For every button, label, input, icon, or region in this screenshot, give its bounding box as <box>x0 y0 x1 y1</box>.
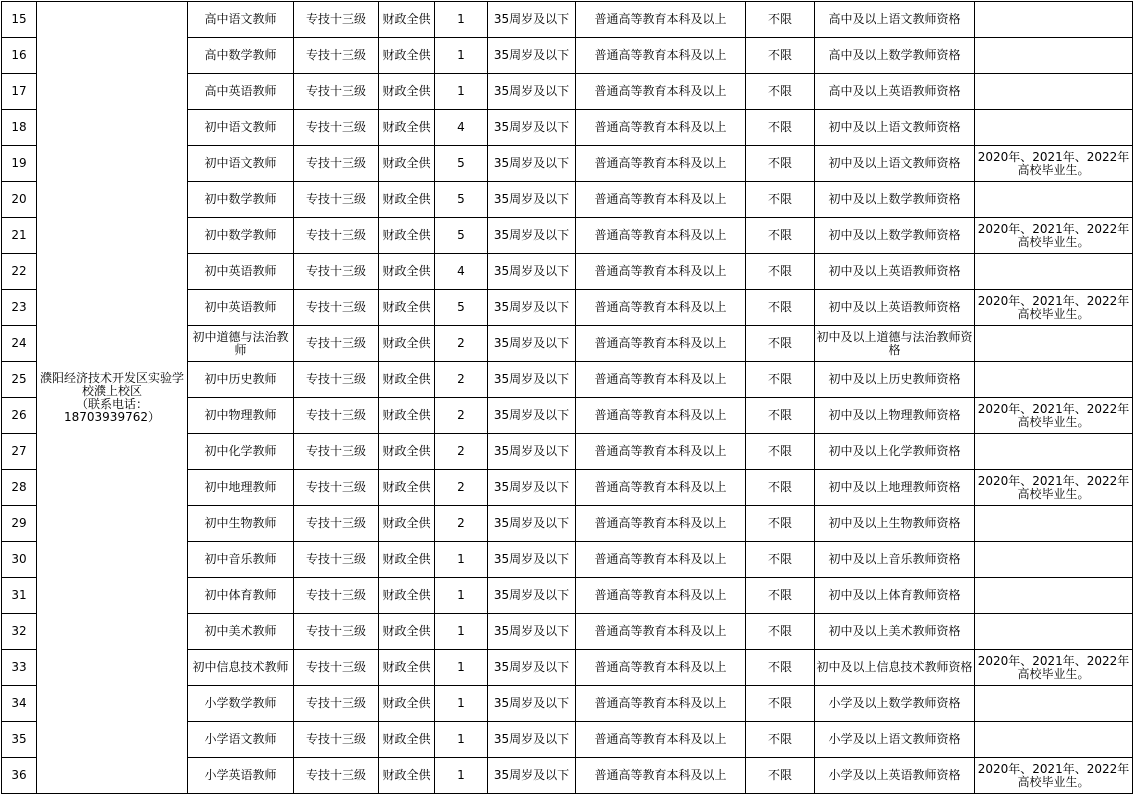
note <box>975 74 1133 110</box>
education-requirement: 普通高等教育本科及以上 <box>576 434 746 470</box>
recruit-count: 1 <box>435 74 488 110</box>
certificate-requirement: 初中及以上道德与法治教师资格 <box>815 326 975 362</box>
recruit-count: 1 <box>435 722 488 758</box>
row-number: 17 <box>2 74 37 110</box>
major-requirement: 不限 <box>746 686 815 722</box>
position-name: 初中音乐教师 <box>188 542 294 578</box>
note: 2020年、2021年、2022年高校毕业生。 <box>975 758 1133 794</box>
certificate-requirement: 初中及以上生物教师资格 <box>815 506 975 542</box>
major-requirement: 不限 <box>746 38 815 74</box>
note <box>975 254 1133 290</box>
funding-type: 财政全供 <box>379 434 435 470</box>
recruit-count: 5 <box>435 290 488 326</box>
certificate-requirement: 小学及以上语文教师资格 <box>815 722 975 758</box>
certificate-requirement: 高中及以上英语教师资格 <box>815 74 975 110</box>
post-grade: 专技十三级 <box>294 110 379 146</box>
post-grade: 专技十三级 <box>294 218 379 254</box>
funding-type: 财政全供 <box>379 758 435 794</box>
certificate-requirement: 高中及以上数学教师资格 <box>815 38 975 74</box>
position-name: 初中道德与法治教师 <box>188 326 294 362</box>
recruit-count: 1 <box>435 686 488 722</box>
age-requirement: 35周岁及以下 <box>488 578 576 614</box>
recruit-count: 2 <box>435 470 488 506</box>
row-number: 30 <box>2 542 37 578</box>
note <box>975 38 1133 74</box>
row-number: 34 <box>2 686 37 722</box>
age-requirement: 35周岁及以下 <box>488 146 576 182</box>
funding-type: 财政全供 <box>379 110 435 146</box>
row-number: 26 <box>2 398 37 434</box>
hiring-unit-phone: 18703939762） <box>64 409 160 424</box>
recruit-count: 4 <box>435 254 488 290</box>
post-grade: 专技十三级 <box>294 290 379 326</box>
row-number: 29 <box>2 506 37 542</box>
funding-type: 财政全供 <box>379 614 435 650</box>
major-requirement: 不限 <box>746 398 815 434</box>
funding-type: 财政全供 <box>379 578 435 614</box>
recruit-count: 1 <box>435 650 488 686</box>
post-grade: 专技十三级 <box>294 398 379 434</box>
major-requirement: 不限 <box>746 650 815 686</box>
position-name: 高中数学教师 <box>188 38 294 74</box>
major-requirement: 不限 <box>746 506 815 542</box>
age-requirement: 35周岁及以下 <box>488 110 576 146</box>
certificate-requirement: 初中及以上历史教师资格 <box>815 362 975 398</box>
table-body <box>2 2 1133 794</box>
age-requirement: 35周岁及以下 <box>488 650 576 686</box>
certificate-requirement: 初中及以上英语教师资格 <box>815 254 975 290</box>
major-requirement: 不限 <box>746 182 815 218</box>
education-requirement: 普通高等教育本科及以上 <box>576 2 746 38</box>
certificate-requirement: 小学及以上英语教师资格 <box>815 758 975 794</box>
recruit-count: 2 <box>435 362 488 398</box>
recruit-count: 1 <box>435 614 488 650</box>
note <box>975 326 1133 362</box>
row-number: 27 <box>2 434 37 470</box>
position-name: 初中英语教师 <box>188 290 294 326</box>
recruit-count: 1 <box>435 38 488 74</box>
age-requirement: 35周岁及以下 <box>488 686 576 722</box>
table-row <box>2 2 1133 38</box>
position-name: 小学英语教师 <box>188 758 294 794</box>
funding-type: 财政全供 <box>379 362 435 398</box>
funding-type: 财政全供 <box>379 2 435 38</box>
age-requirement: 35周岁及以下 <box>488 74 576 110</box>
education-requirement: 普通高等教育本科及以上 <box>576 218 746 254</box>
recruitment-table <box>1 1 1133 794</box>
funding-type: 财政全供 <box>379 686 435 722</box>
recruit-count: 1 <box>435 542 488 578</box>
row-number: 35 <box>2 722 37 758</box>
certificate-requirement: 初中及以上物理教师资格 <box>815 398 975 434</box>
certificate-requirement: 初中及以上体育教师资格 <box>815 578 975 614</box>
row-number: 28 <box>2 470 37 506</box>
funding-type: 财政全供 <box>379 326 435 362</box>
education-requirement: 普通高等教育本科及以上 <box>576 578 746 614</box>
post-grade: 专技十三级 <box>294 686 379 722</box>
post-grade: 专技十三级 <box>294 722 379 758</box>
certificate-requirement: 初中及以上数学教师资格 <box>815 182 975 218</box>
post-grade: 专技十三级 <box>294 326 379 362</box>
education-requirement: 普通高等教育本科及以上 <box>576 650 746 686</box>
recruit-count: 2 <box>435 326 488 362</box>
major-requirement: 不限 <box>746 254 815 290</box>
row-number: 25 <box>2 362 37 398</box>
age-requirement: 35周岁及以下 <box>488 362 576 398</box>
position-name: 小学数学教师 <box>188 686 294 722</box>
education-requirement: 普通高等教育本科及以上 <box>576 254 746 290</box>
position-name: 初中地理教师 <box>188 470 294 506</box>
note: 2020年、2021年、2022年高校毕业生。 <box>975 470 1133 506</box>
education-requirement: 普通高等教育本科及以上 <box>576 182 746 218</box>
education-requirement: 普通高等教育本科及以上 <box>576 614 746 650</box>
funding-type: 财政全供 <box>379 182 435 218</box>
note: 2020年、2021年、2022年高校毕业生。 <box>975 290 1133 326</box>
funding-type: 财政全供 <box>379 254 435 290</box>
certificate-requirement: 初中及以上语文教师资格 <box>815 110 975 146</box>
position-name: 初中生物教师 <box>188 506 294 542</box>
row-number: 22 <box>2 254 37 290</box>
age-requirement: 35周岁及以下 <box>488 614 576 650</box>
note <box>975 434 1133 470</box>
row-number: 31 <box>2 578 37 614</box>
post-grade: 专技十三级 <box>294 578 379 614</box>
age-requirement: 35周岁及以下 <box>488 398 576 434</box>
age-requirement: 35周岁及以下 <box>488 542 576 578</box>
funding-type: 财政全供 <box>379 146 435 182</box>
post-grade: 专技十三级 <box>294 650 379 686</box>
row-number: 16 <box>2 38 37 74</box>
education-requirement: 普通高等教育本科及以上 <box>576 398 746 434</box>
note <box>975 614 1133 650</box>
recruit-count: 5 <box>435 146 488 182</box>
education-requirement: 普通高等教育本科及以上 <box>576 110 746 146</box>
post-grade: 专技十三级 <box>294 506 379 542</box>
education-requirement: 普通高等教育本科及以上 <box>576 290 746 326</box>
education-requirement: 普通高等教育本科及以上 <box>576 758 746 794</box>
certificate-requirement: 初中及以上音乐教师资格 <box>815 542 975 578</box>
position-name: 初中美术教师 <box>188 614 294 650</box>
post-grade: 专技十三级 <box>294 2 379 38</box>
major-requirement: 不限 <box>746 2 815 38</box>
note: 2020年、2021年、2022年高校毕业生。 <box>975 398 1133 434</box>
age-requirement: 35周岁及以下 <box>488 506 576 542</box>
recruit-count: 1 <box>435 578 488 614</box>
note <box>975 506 1133 542</box>
note <box>975 2 1133 38</box>
age-requirement: 35周岁及以下 <box>488 290 576 326</box>
major-requirement: 不限 <box>746 326 815 362</box>
major-requirement: 不限 <box>746 542 815 578</box>
education-requirement: 普通高等教育本科及以上 <box>576 362 746 398</box>
age-requirement: 35周岁及以下 <box>488 758 576 794</box>
note <box>975 182 1133 218</box>
position-name: 初中历史教师 <box>188 362 294 398</box>
post-grade: 专技十三级 <box>294 470 379 506</box>
position-name: 初中信息技术教师 <box>188 650 294 686</box>
position-name: 初中物理教师 <box>188 398 294 434</box>
certificate-requirement: 初中及以上英语教师资格 <box>815 290 975 326</box>
major-requirement: 不限 <box>746 722 815 758</box>
age-requirement: 35周岁及以下 <box>488 38 576 74</box>
certificate-requirement: 初中及以上地理教师资格 <box>815 470 975 506</box>
post-grade: 专技十三级 <box>294 758 379 794</box>
recruit-count: 2 <box>435 434 488 470</box>
certificate-requirement: 初中及以上化学教师资格 <box>815 434 975 470</box>
row-number: 33 <box>2 650 37 686</box>
hiring-unit-name: 濮阳经济技术开发区实验学校濮上校区 <box>39 370 184 398</box>
note: 2020年、2021年、2022年高校毕业生。 <box>975 146 1133 182</box>
major-requirement: 不限 <box>746 614 815 650</box>
row-number: 15 <box>2 2 37 38</box>
age-requirement: 35周岁及以下 <box>488 434 576 470</box>
age-requirement: 35周岁及以下 <box>488 326 576 362</box>
major-requirement: 不限 <box>746 578 815 614</box>
post-grade: 专技十三级 <box>294 362 379 398</box>
education-requirement: 普通高等教育本科及以上 <box>576 722 746 758</box>
age-requirement: 35周岁及以下 <box>488 2 576 38</box>
funding-type: 财政全供 <box>379 290 435 326</box>
position-name: 高中英语教师 <box>188 74 294 110</box>
recruit-count: 5 <box>435 182 488 218</box>
post-grade: 专技十三级 <box>294 182 379 218</box>
recruit-count: 1 <box>435 758 488 794</box>
certificate-requirement: 初中及以上信息技术教师资格 <box>815 650 975 686</box>
note <box>975 686 1133 722</box>
funding-type: 财政全供 <box>379 650 435 686</box>
funding-type: 财政全供 <box>379 218 435 254</box>
hiring-unit-phone-label: （联系电话： <box>75 396 148 411</box>
funding-type: 财政全供 <box>379 38 435 74</box>
position-name: 高中语文教师 <box>188 2 294 38</box>
age-requirement: 35周岁及以下 <box>488 182 576 218</box>
post-grade: 专技十三级 <box>294 434 379 470</box>
certificate-requirement: 初中及以上语文教师资格 <box>815 146 975 182</box>
funding-type: 财政全供 <box>379 722 435 758</box>
note: 2020年、2021年、2022年高校毕业生。 <box>975 650 1133 686</box>
position-name: 初中数学教师 <box>188 182 294 218</box>
major-requirement: 不限 <box>746 74 815 110</box>
position-name: 初中语文教师 <box>188 146 294 182</box>
position-name: 初中英语教师 <box>188 254 294 290</box>
row-number: 24 <box>2 326 37 362</box>
post-grade: 专技十三级 <box>294 614 379 650</box>
certificate-requirement: 小学及以上数学教师资格 <box>815 686 975 722</box>
age-requirement: 35周岁及以下 <box>488 218 576 254</box>
position-name: 初中体育教师 <box>188 578 294 614</box>
certificate-requirement: 高中及以上语文教师资格 <box>815 2 975 38</box>
note <box>975 722 1133 758</box>
position-name: 初中化学教师 <box>188 434 294 470</box>
position-name: 初中语文教师 <box>188 110 294 146</box>
post-grade: 专技十三级 <box>294 542 379 578</box>
position-name: 初中数学教师 <box>188 218 294 254</box>
row-number: 21 <box>2 218 37 254</box>
position-name: 小学语文教师 <box>188 722 294 758</box>
major-requirement: 不限 <box>746 290 815 326</box>
education-requirement: 普通高等教育本科及以上 <box>576 470 746 506</box>
row-number: 20 <box>2 182 37 218</box>
recruit-count: 5 <box>435 218 488 254</box>
recruit-count: 4 <box>435 110 488 146</box>
funding-type: 财政全供 <box>379 506 435 542</box>
funding-type: 财政全供 <box>379 470 435 506</box>
education-requirement: 普通高等教育本科及以上 <box>576 74 746 110</box>
note: 2020年、2021年、2022年高校毕业生。 <box>975 218 1133 254</box>
row-number: 23 <box>2 290 37 326</box>
post-grade: 专技十三级 <box>294 254 379 290</box>
note <box>975 362 1133 398</box>
major-requirement: 不限 <box>746 470 815 506</box>
post-grade: 专技十三级 <box>294 146 379 182</box>
note <box>975 578 1133 614</box>
major-requirement: 不限 <box>746 362 815 398</box>
major-requirement: 不限 <box>746 218 815 254</box>
education-requirement: 普通高等教育本科及以上 <box>576 38 746 74</box>
note <box>975 542 1133 578</box>
major-requirement: 不限 <box>746 146 815 182</box>
funding-type: 财政全供 <box>379 542 435 578</box>
row-number: 36 <box>2 758 37 794</box>
education-requirement: 普通高等教育本科及以上 <box>576 542 746 578</box>
education-requirement: 普通高等教育本科及以上 <box>576 506 746 542</box>
hiring-unit-cell <box>37 2 188 794</box>
row-number: 32 <box>2 614 37 650</box>
certificate-requirement: 初中及以上数学教师资格 <box>815 218 975 254</box>
recruit-count: 2 <box>435 398 488 434</box>
funding-type: 财政全供 <box>379 398 435 434</box>
major-requirement: 不限 <box>746 110 815 146</box>
row-number: 18 <box>2 110 37 146</box>
note <box>975 110 1133 146</box>
education-requirement: 普通高等教育本科及以上 <box>576 146 746 182</box>
age-requirement: 35周岁及以下 <box>488 254 576 290</box>
age-requirement: 35周岁及以下 <box>488 722 576 758</box>
major-requirement: 不限 <box>746 758 815 794</box>
certificate-requirement: 初中及以上美术教师资格 <box>815 614 975 650</box>
education-requirement: 普通高等教育本科及以上 <box>576 326 746 362</box>
row-number: 19 <box>2 146 37 182</box>
post-grade: 专技十三级 <box>294 38 379 74</box>
post-grade: 专技十三级 <box>294 74 379 110</box>
recruit-count: 2 <box>435 506 488 542</box>
recruit-count: 1 <box>435 2 488 38</box>
age-requirement: 35周岁及以下 <box>488 470 576 506</box>
major-requirement: 不限 <box>746 434 815 470</box>
education-requirement: 普通高等教育本科及以上 <box>576 686 746 722</box>
funding-type: 财政全供 <box>379 74 435 110</box>
